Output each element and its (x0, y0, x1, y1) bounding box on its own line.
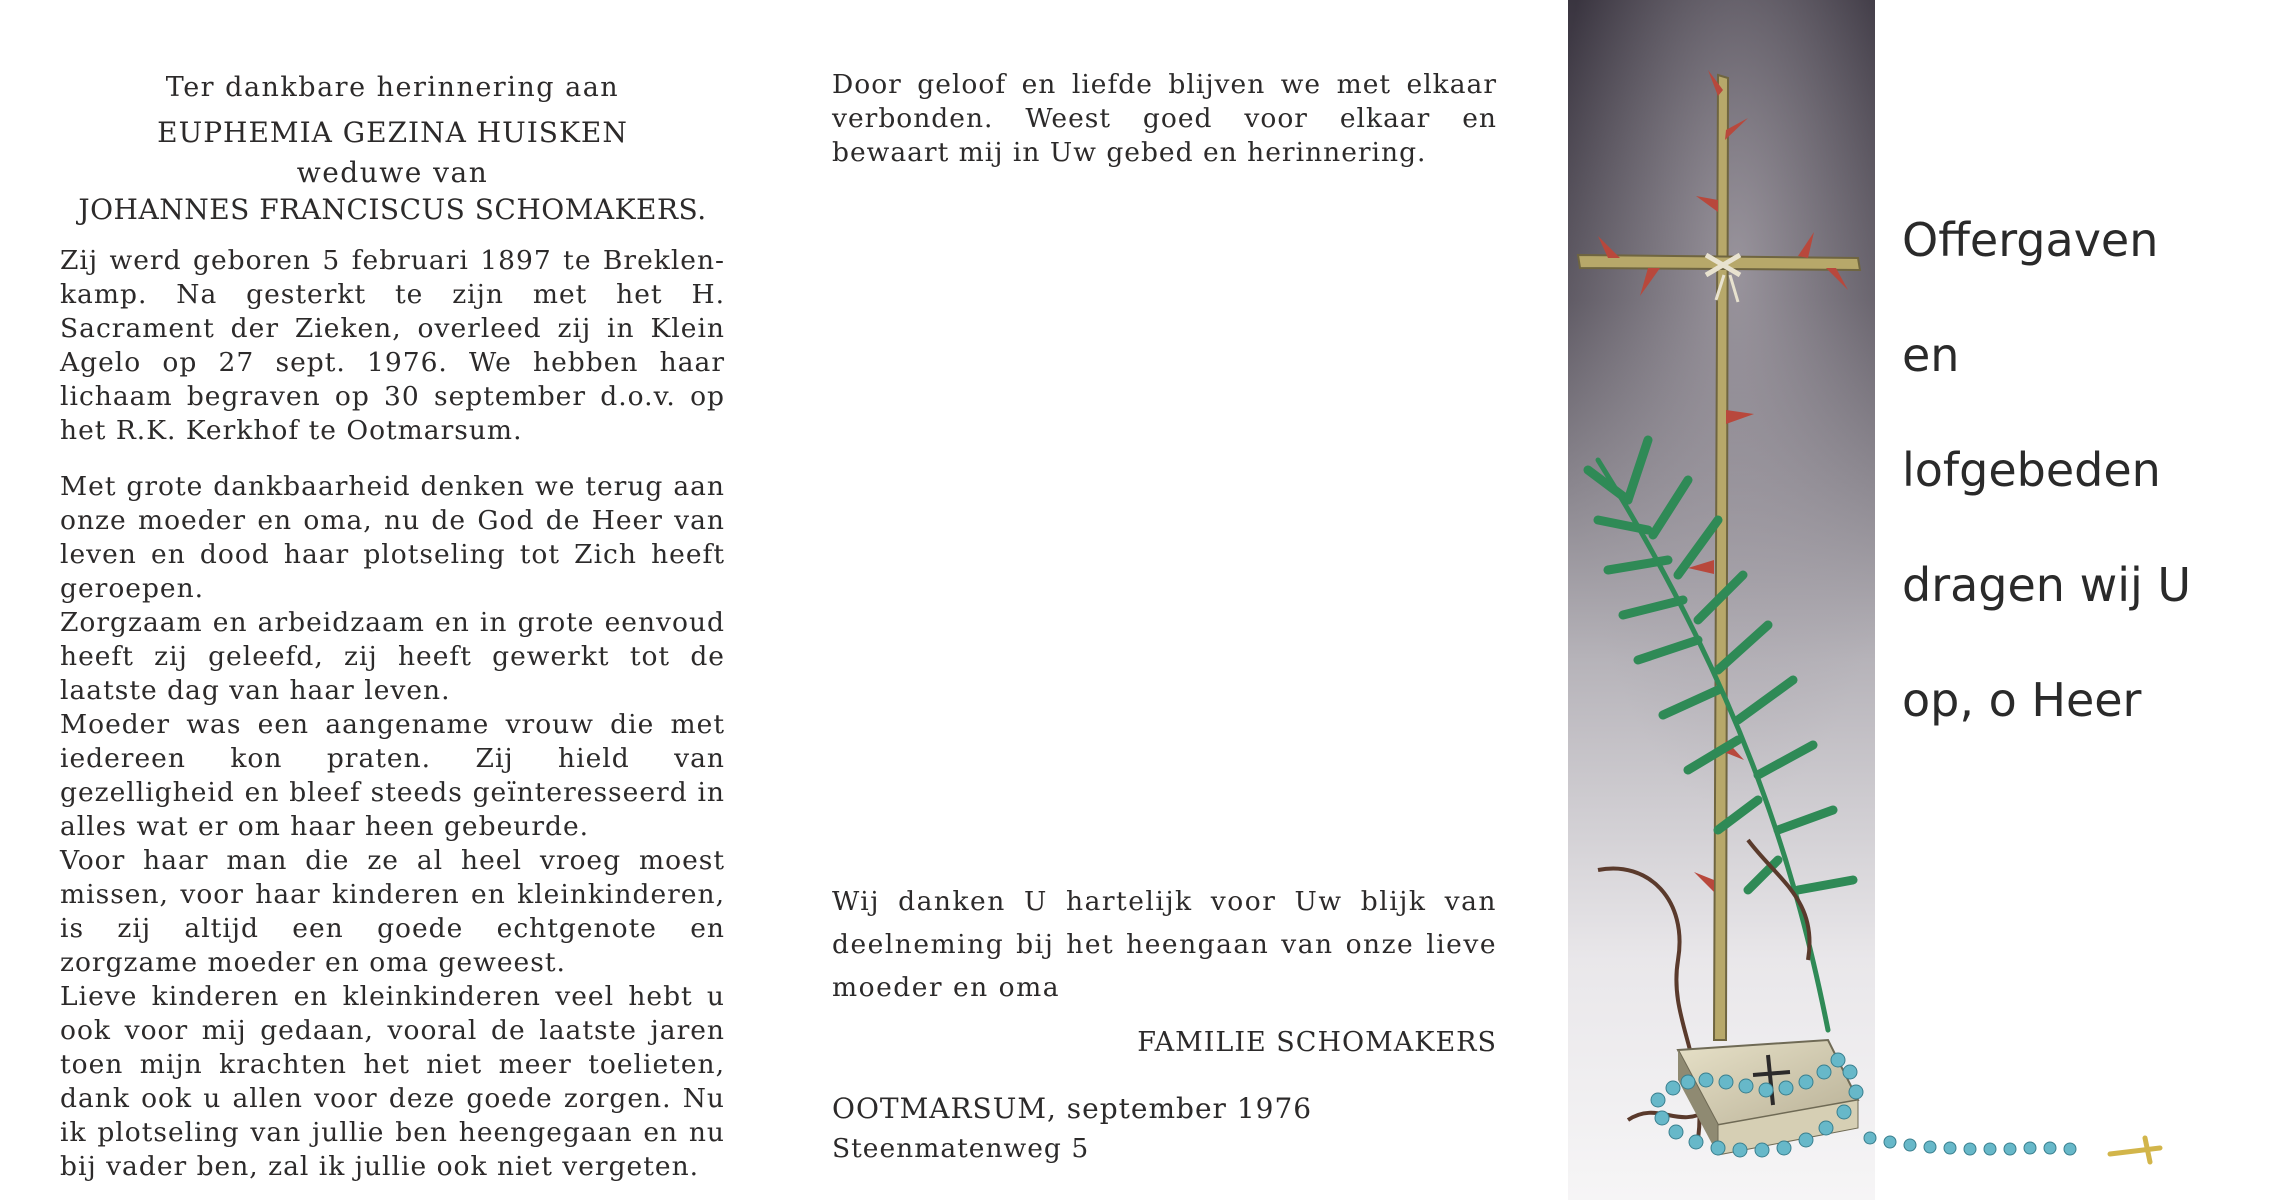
biography-paragraph: Zij werd geboren 5 februari 1897 te Breklen- kamp. Na gesterkt te zijn met het H. Sacrament der Zieken, overleed zij in Klein Agelo op 27 sept. 1976. We hebben haar lichaam begraven op 30 september d.o.v. op het R.K. Kerkhof te Ootmarsum. (60, 245, 725, 446)
prayer-line: op, o Heer (1902, 673, 2142, 727)
prayer-verse (1902, 200, 2262, 775)
thanks-text: Wij danken U hartelijk voor Uw blijk van deelneming bij het heengaan van onze lieve moeder en oma (832, 886, 1497, 1003)
family-signature: FAMILIE SCHOMAKERS (1137, 1027, 1497, 1058)
tribute-paragraph: Met grote dankbaarheid denken we terug aan onze moeder en oma, nu de God de Heer van leven en dood haar plotseling tot Zich heeft geroepen. (60, 471, 725, 604)
prayer-line: lofgebeden (1902, 443, 2161, 497)
middle-column-bottom (832, 880, 1497, 1169)
prayer-line: dragen wij U (1902, 558, 2192, 612)
tribute-paragraph: Zorgzaam en arbeidzaam en in grote eenvoud heeft zij geleefd, zij heeft gewerkt tot de laatste dag van haar leven. (60, 607, 725, 706)
verse-text: Door geloof en liefde blijven we met elkaar verbonden. Weest goed voor elkaar en bewaart mij in Uw gebed en herinnering. (832, 69, 1497, 168)
tribute-text (60, 470, 725, 1184)
tribute-paragraph: Voor haar man die ze al heel vroeg moest missen, voor haar kinderen en kleinkinderen, is zij altijd een goede echtgenote en zorgzame moeder en oma geweest. (60, 845, 725, 978)
prayer-line: en (1902, 328, 1960, 382)
place-date: OOTMARSUM, september 1976 (832, 1092, 1313, 1125)
rosary-tail (1860, 1120, 2230, 1180)
left-column (60, 70, 725, 1184)
widow-of-label: weduwe van (296, 156, 489, 189)
street-address: Steenmatenweg 5 (832, 1133, 1090, 1164)
cross-illustration-svg (1568, 0, 1875, 1200)
remembrance-header: Ter dankbare herinnering aan (165, 72, 620, 103)
deceased-name: EUPHEMIA GEZINA HUISKEN (157, 116, 628, 149)
tribute-paragraph: Lieve kinderen en kleinkinderen veel hebt u ook voor mij gedaan, vooral de laatste jaren toen mijn krachten het niet meer toelieten, dank ook u allen voor deze goede zorgen. Nu ik plotseling van jullie ben heengegaan en nu bij vader ben, zal ik jullie ook niet vergeten. (60, 981, 725, 1182)
rosary-crucifix (2110, 1138, 2160, 1162)
tribute-paragraph: Moeder was een aangename vrouw die met iedereen kon praten. Zij hield van gezelligheid en bleef steeds geïnteresseerd in alles wat er om haar heen gebeurde. (60, 709, 725, 842)
middle-column-top (832, 68, 1497, 170)
prayer-line: Offergaven (1902, 213, 2159, 267)
cross-illustration (1568, 0, 1875, 1200)
spouse-name: JOHANNES FRANCISCUS SCHOMAKERS. (78, 193, 707, 226)
